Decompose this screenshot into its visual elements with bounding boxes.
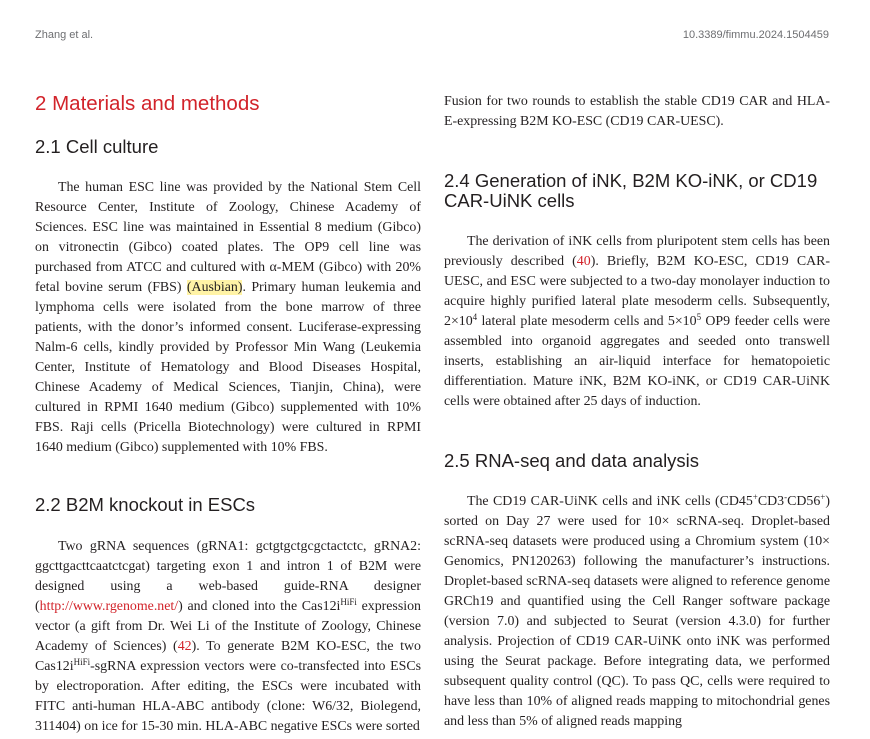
citation-40[interactable]: 40 [576, 254, 591, 269]
running-head-authors: Zhang et al. [35, 29, 94, 41]
citation-42[interactable]: 42 [177, 639, 192, 654]
subsection-title-rna-seq: 2.5 RNA-seq and data analysis [444, 450, 700, 471]
highlighted-text: (Ausbian) [186, 280, 243, 295]
paragraph-cell-culture: The human ESC line was provided by the National Stem Cell Resource Center, Institute of Zoology, Chinese Academy of Sciences. ESC line was maintained in Essential 8 medium (Gibco) on vitronectin (Gibco) coated plates. The OP9 cell line was purchased from ATCC and cultured with α-MEM (Gibco) with 20% fetal bovine serum (FBS) (Ausbian). Primary human leukemia and lymphoma cells were isolated from the bone marrow of three patients, with the donor’s informed consent. Luciferase-expressing Nalm-6 cells, kindly provided by Professor Min Wang (Leukemia Center, Institute of Hematology and Blood Diseases Hospital, Chinese Academy of Medical Sciences, Tianjin, China), were cultured in RPMI 1640 medium (Gibco) supplemented with 10% FBS. Raji cells (Pricella Biotechnology) were cultured in RPMI 1640 medium (Gibco) supplemented with 10% FBS. [35, 180, 421, 455]
paragraph-rna-seq: The CD19 CAR-UiNK cells and iNK cells (CD45+CD3-CD56+) sorted on Day 27 were used for 10× scRNA-seq. Droplet-based scRNA-seq datasets were produced using a Chromium system (10× Genomics, PN120263) following the manufacturer’s instructions. Droplet-based scRNA-seq datasets were aligned to reference genome GRCh19 and quantified using the Cell Ranger software package (version 7.0) and subjected to Seurat (version 4.3.0) for further analysis. Projection of CD19 CAR-UiNK onto iNK was performed using the Seurat package. Before integrating data, we performed subsequent quality control (QC). To pass QC, cells were required to have less than 10% of aligned reads mapping to mitochondrial genes and less than 5% of aligned reads mapping [444, 492, 830, 729]
paragraph-b2m-knockout: Two gRNA sequences (gRNA1: gctgtgctgcgctactctc, gRNA2: ggcttgacttcaatctcgat) targeting exon 1 and intron 1 of B2M were designed using a web-based guide-RNA designer (http://www.rgenome.net/) and cloned into the $Cas12i^{HiFi}$ expression vector (a gift from Dr. Wei Li of the Institute of Zoology, Chinese Academy of Sciences) (42). To generate B2M KO-ESC, the two $Cas12i^{HiFi}$-sgRNA expression vectors were co-transfected into ESCs by electroporation. After editing, the ESCs were incubated with FITC anti-human HLA-ABC antibody (clone: W6/32, Biolegend, 311404) on ice for 15-30 min. HLA-ABC negative ESCs were sorted [35, 539, 422, 734]
subsection-title-cell-culture: 2.1 Cell culture [35, 136, 159, 157]
rgenome-link[interactable]: http://www.rgenome.net/ [39, 599, 179, 614]
subsection-title-b2m-knockout: 2.2 B2M knockout in ESCs [35, 494, 256, 515]
running-head-doi: 10.3389/fimmu.2024.1504459 [682, 29, 829, 41]
section-title-materials-methods: 2 Materials and methods [35, 92, 260, 115]
paragraph-generation-ink: The derivation of iNK cells from pluripotent stem cells has been previously described (40). Briefly, B2M KO-ESC, CD19 CAR-UESC, and ESC were subjected to a two-day monolayer induction to acquire highly purified lateral plate mesoderm cells. Subsequently, $2\times 10^4$ lateral plate mesoderm cells and $5\times 10^5$ OP9 feeder cells were assembled into organoid aggregates and seeded onto transwell inserts, establishing an air-liquid interface for hematopoietic differentiation. Mature iNK, B2M KO-iNK, or CD19 CAR-UiNK cells were obtained after 25 days of induction. [444, 234, 831, 409]
subsection-title-generation-ink: 2.4 Generation of iNK, B2M KO-iNK, or CD19 CAR-UiNK cells [444, 170, 818, 211]
paragraph-continuation: Fusion for two rounds to establish the stable CD19 CAR and HLA-E-expressing B2M KO-ESC (CD19 CAR-UESC). [444, 94, 830, 129]
